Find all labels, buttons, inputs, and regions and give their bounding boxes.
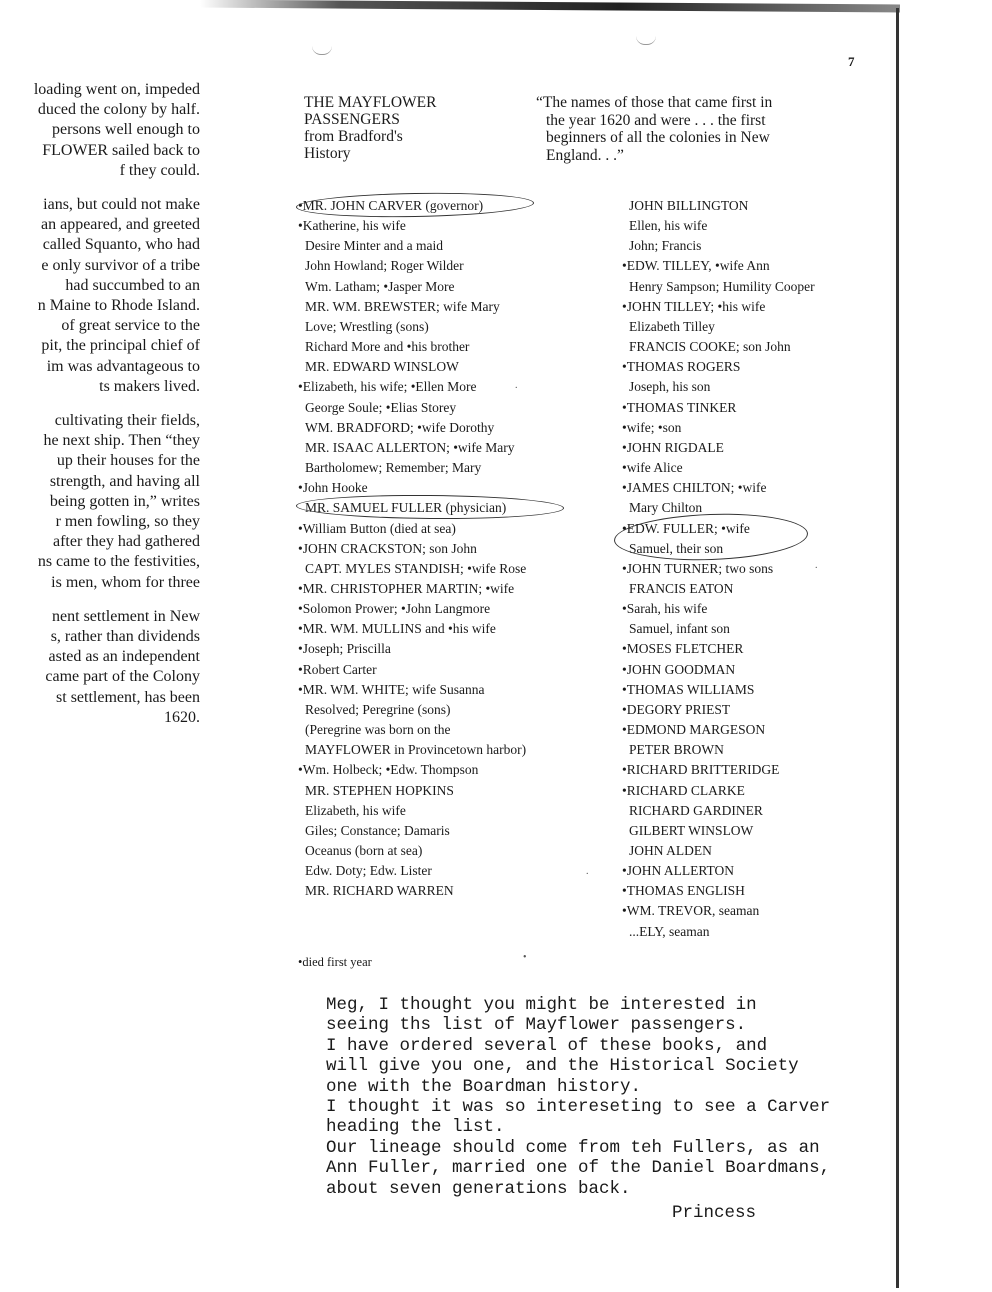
note-line: Our lineage should come from teh Fullers, as an — [326, 1137, 820, 1158]
note-line: about seven generations back. — [326, 1178, 631, 1199]
passenger-entry: Oceanus (born at sea) — [305, 843, 423, 858]
passenger-entry: •JOHN ALLERTON — [622, 863, 735, 879]
text-line: nent settlement in New — [52, 607, 200, 625]
left-column-paragraph — [0, 607, 200, 728]
scan-speck: . — [586, 866, 589, 877]
left-column-paragraph — [0, 195, 200, 397]
text-line: ians, but could not make — [43, 196, 200, 214]
passenger-entry: ...ELY, seaman — [629, 923, 710, 939]
passenger-entry: •JOHN CRACKSTON; son John — [298, 540, 477, 556]
passenger-entry: •THOMAS TINKER — [622, 399, 737, 415]
passenger-entry: MR. WM. BREWSTER; wife Mary — [305, 298, 500, 314]
text-line: he next ship. Then “they — [43, 432, 200, 450]
passenger-entry: Richard More and •his brother — [305, 339, 470, 355]
text-line: of great service to the — [61, 317, 200, 335]
scan-top-edge — [200, 0, 900, 12]
passenger-entry: Ellen, his wife — [629, 218, 708, 234]
passenger-entry: MR. SAMUEL FULLER (physician) — [305, 500, 507, 516]
page-number: 7 — [848, 54, 855, 69]
scan-mark — [636, 36, 656, 45]
title-line: from Bradford's — [304, 128, 403, 145]
note-line: Meg, I thought you might be interested in — [326, 995, 757, 1015]
note-line: will give you one, and the Historical Society — [326, 1056, 799, 1077]
passenger-entry: CAPT. MYLES STANDISH; •wife Rose — [305, 560, 527, 576]
quote-line: “The names of those that came first in — [536, 94, 773, 111]
passenger-entry: Mary Chilton — [629, 500, 703, 516]
bradford-quote — [536, 94, 866, 164]
passenger-entry: •Solomon Prower; •John Langmore — [298, 601, 491, 617]
text-line: pit, the principal chief of — [41, 337, 200, 355]
text-line: n Maine to Rhode Island. — [37, 297, 200, 315]
passenger-entry: •EDW. FULLER; •wife — [622, 520, 750, 536]
quote-line: the year 1620 and were . . . the first — [546, 111, 766, 129]
text-line: being gotten in,” writes — [49, 492, 200, 510]
scan-speck: • — [523, 952, 527, 963]
passenger-entry: MR. RICHARD WARREN — [305, 883, 454, 899]
passenger-entry: •Wm. Holbeck; •Edw. Thompson — [298, 762, 479, 778]
passenger-entry: Edw. Doty; Edw. Lister — [305, 863, 432, 879]
passenger-entry: •wife Alice — [622, 460, 683, 476]
passenger-entry: MR. ISAAC ALLERTON; •wife Mary — [305, 439, 515, 455]
text-line: after they had gathered — [52, 533, 200, 551]
passenger-entry: •JOHN TURNER; two sons — [622, 560, 774, 576]
passenger-entry: Joseph, his son — [629, 379, 711, 395]
text-line: persons well enough to — [52, 121, 200, 139]
footnote: •died first year — [298, 955, 372, 969]
text-line: strength, and having all — [49, 472, 200, 490]
passenger-entry: (Peregrine was born on the — [305, 722, 451, 738]
text-line: ts makers lived. — [99, 377, 200, 395]
passenger-entry: JOHN ALDEN — [629, 843, 712, 858]
text-line: asted as an independent — [48, 648, 200, 666]
text-line: r men fowling, so they — [55, 513, 200, 531]
passenger-entry: Samuel, infant son — [629, 621, 730, 637]
text-line: came part of the Colony — [45, 668, 200, 686]
passenger-entry: Elizabeth Tilley — [629, 318, 715, 334]
passenger-entry: •MR. WM. WHITE; wife Susanna — [298, 681, 485, 697]
passenger-list-left — [298, 196, 526, 901]
passenger-entry: PETER BROWN — [629, 742, 724, 758]
passenger-entry: Love; Wrestling (sons) — [305, 318, 429, 334]
text-line: 1620. — [164, 708, 200, 726]
text-line: called Squanto, who had — [42, 236, 200, 254]
section-title — [304, 94, 436, 162]
text-line: ns came to the festivities, — [37, 553, 200, 571]
passenger-entry: •THOMAS WILLIAMS — [622, 681, 755, 697]
passenger-entry: •JOHN RIGDALE — [622, 439, 724, 455]
passenger-entry: •DEGORY PRIEST — [622, 701, 731, 717]
passenger-entry: MR. STEPHEN HOPKINS — [305, 782, 454, 798]
scan-mark — [312, 46, 332, 55]
note-line: one with the Boardman history. — [326, 1076, 642, 1097]
scan-speck: . — [515, 380, 518, 391]
passenger-entry: John Howland; Roger Wilder — [305, 258, 464, 274]
passenger-entry: •MR. CHRISTOPHER MARTIN; •wife — [298, 580, 515, 596]
passenger-entry: FRANCIS EATON — [629, 580, 734, 596]
note-line: I thought it was so intereseting to see a Carver — [326, 1097, 831, 1118]
passenger-entry: •Sarah, his wife — [622, 601, 708, 617]
passenger-entry: George Soule; •Elias Storey — [305, 399, 457, 415]
text-line: cultivating their fields, — [54, 412, 200, 430]
passenger-entry: •JAMES CHILTON; •wife — [622, 480, 767, 496]
note-line: I have ordered several of these books, and — [326, 1035, 768, 1056]
passenger-entry: •Joseph; Priscilla — [298, 641, 391, 657]
passenger-entry: John; Francis — [629, 238, 702, 254]
passenger-entry: •WM. TREVOR, seaman — [622, 903, 760, 919]
passenger-entry: •Katherine, his wife — [298, 218, 406, 234]
passenger-entry: Bartholomew; Remember; Mary — [305, 460, 482, 476]
passenger-entry: •John Hooke — [298, 480, 368, 496]
quote-line: beginners of all the colonies in New — [546, 129, 770, 146]
passenger-entry: RICHARD GARDINER — [629, 802, 763, 818]
typed-note — [326, 995, 926, 1223]
text-line: had succumbed to an — [65, 276, 200, 294]
passenger-entry: •Elizabeth, his wife; •Ellen More — [298, 379, 477, 395]
text-line: duced the colony by half. — [37, 101, 200, 119]
text-line: s, rather than dividends — [50, 628, 200, 646]
signature: Princess — [672, 1203, 757, 1224]
passenger-entry: Samuel, their son — [629, 540, 724, 556]
passenger-entry: •MOSES FLETCHER — [622, 641, 744, 657]
passenger-entry: GILBERT WINSLOW — [629, 822, 754, 838]
passenger-entry: FRANCIS COOKE; son John — [629, 339, 791, 355]
passenger-entry: •MR. JOHN CARVER (governor) — [298, 198, 484, 213]
text-line: loading went on, impeded — [33, 81, 200, 98]
passenger-entry: •EDMOND MARGESON — [622, 722, 766, 738]
passenger-entry: JOHN BILLINGTON — [629, 198, 749, 213]
text-line: f they could. — [119, 161, 200, 179]
text-line: an appeared, and greeted — [40, 216, 200, 234]
title-line: PASSENGERS — [304, 111, 400, 128]
passenger-entry: •THOMAS ENGLISH — [622, 883, 745, 899]
passenger-entry: Wm. Latham; •Jasper More — [305, 278, 455, 294]
passenger-entry: Giles; Constance; Damaris — [305, 822, 450, 838]
note-line: Ann Fuller, married one of the Daniel Boardmans, — [326, 1158, 831, 1179]
passenger-entry: Resolved; Peregrine (sons) — [305, 701, 451, 717]
note-line: heading the list. — [326, 1117, 505, 1138]
scan-speck: . — [815, 560, 818, 571]
passenger-entry: •JOHN GOODMAN — [622, 661, 736, 677]
title-line: History — [304, 145, 351, 162]
left-column-paragraph — [0, 411, 200, 593]
title-line: THE MAYFLOWER — [304, 94, 437, 111]
passenger-entry: •wife; •son — [622, 419, 682, 435]
passenger-entry: •RICHARD BRITTERIDGE — [622, 762, 780, 778]
passenger-entry: •EDW. TILLEY, •wife Ann — [622, 258, 770, 274]
text-line: st settlement, has been — [56, 688, 200, 706]
quote-line: England. . .” — [546, 146, 624, 164]
text-line: FLOWER sailed back to — [42, 141, 200, 159]
text-line: up their houses for the — [56, 452, 200, 470]
passenger-entry: WM. BRADFORD; •wife Dorothy — [305, 419, 495, 435]
passenger-entry: •RICHARD CLARKE — [622, 782, 745, 798]
passenger-entry: MAYFLOWER in Provincetown harbor) — [305, 742, 527, 758]
passenger-entry: •Robert Carter — [298, 661, 377, 677]
text-line: e only survivor of a tribe — [41, 256, 200, 274]
passenger-entry: MR. EDWARD WINSLOW — [305, 359, 459, 375]
passenger-entry: Elizabeth, his wife — [305, 802, 406, 818]
text-line: is men, whom for three — [51, 573, 200, 591]
text-line: im was advantageous to — [46, 357, 200, 375]
passenger-entry: •MR. WM. MULLINS and •his wife — [298, 621, 496, 637]
passenger-entry: Henry Sampson; Humility Cooper — [629, 278, 815, 294]
passenger-entry: Desire Minter and a maid — [305, 238, 443, 254]
left-column-paragraph — [0, 80, 200, 181]
note-line: seeing ths list of Mayflower passengers. — [326, 1015, 747, 1036]
passenger-list-right — [622, 196, 815, 942]
passenger-entry: •THOMAS ROGERS — [622, 359, 741, 375]
passenger-entry: •William Button (died at sea) — [298, 520, 456, 536]
passenger-entry: •JOHN TILLEY; •his wife — [622, 298, 766, 314]
left-column-cut-text — [0, 80, 200, 742]
